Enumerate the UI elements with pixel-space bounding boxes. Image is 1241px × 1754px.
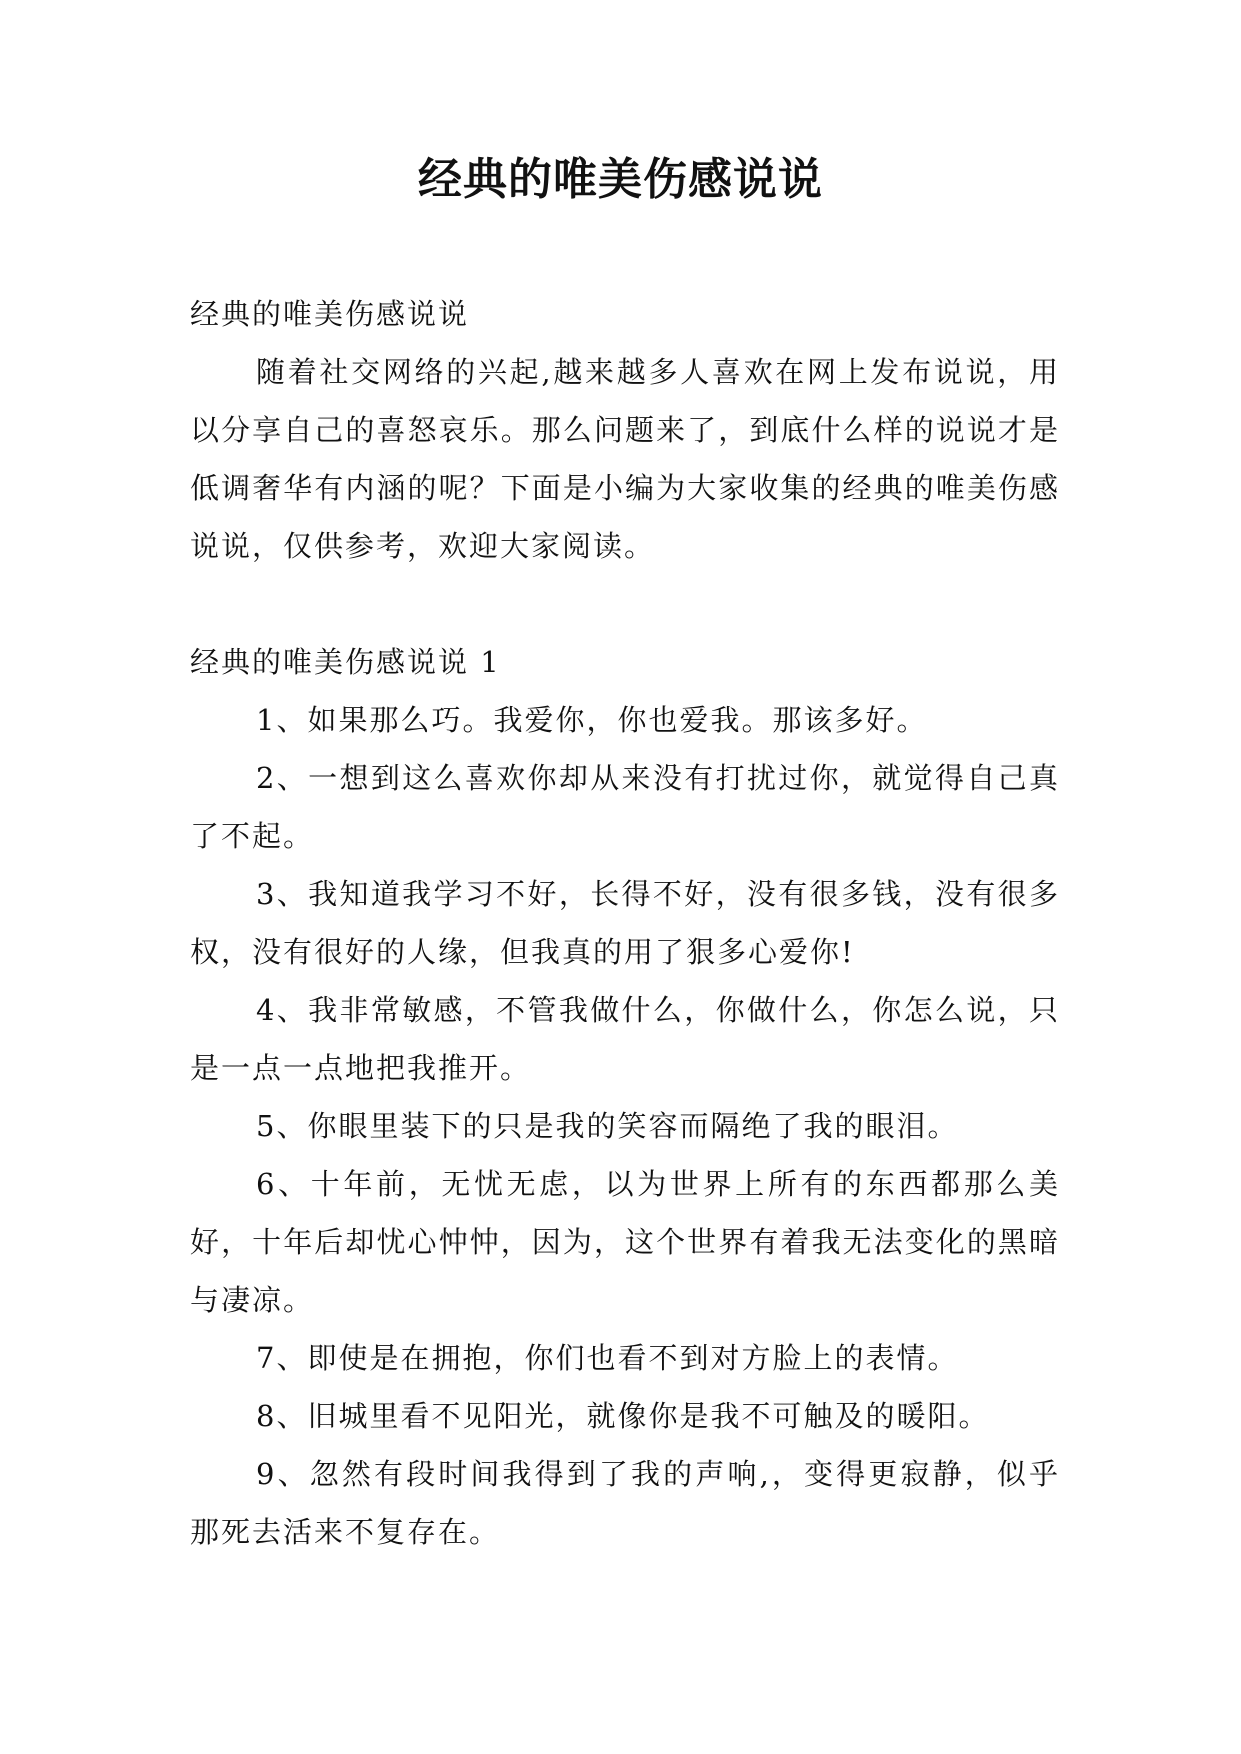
list-item: 3、我知道我学习不好，长得不好，没有很多钱，没有很多权，没有很好的人缘，但我真的用了狠多心爱你! — [190, 877, 1060, 969]
list-item: 1、如果那么巧。我爱你，你也爱我。那该多好。 — [256, 703, 928, 737]
page-title: 经典的唯美伤感说说 — [418, 154, 823, 205]
subtitle: 经典的唯美伤感说说 — [190, 297, 470, 331]
section-heading: 经典的唯美伤感说说 1 — [190, 645, 501, 679]
list-item: 2、一想到这么喜欢你却从来没有打扰过你，就觉得自己真了不起。 — [190, 761, 1060, 853]
list-item: 5、你眼里装下的只是我的笑容而隔绝了我的眼泪。 — [256, 1109, 959, 1143]
list-item: 6、十年前，无忧无虑，以为世界上所有的东西都那么美好，十年后却忧心忡忡，因为，这个世界有着我无法变化的黑暗与凄凉。 — [190, 1167, 1060, 1317]
list-item: 4、我非常敏感，不管我做什么，你做什么，你怎么说，只是一点一点地把我推开。 — [190, 993, 1060, 1085]
list-item: 9、忽然有段时间我得到了我的声响,，变得更寂静，似乎那死去活来不复存在。 — [190, 1457, 1060, 1549]
list-item: 7、即使是在拥抱，你们也看不到对方脸上的表情。 — [256, 1341, 959, 1375]
paragraph-spacer — [190, 575, 1060, 633]
intro-paragraph: 随着社交网络的兴起,越来越多人喜欢在网上发布说说，用以分享自己的喜怒哀乐。那么问题来了，到底什么样的说说才是低调奢华有内涵的呢？下面是小编为大家收集的经典的唯美伤感说说，仅供参考，欢迎大家阅读。 — [190, 355, 1060, 563]
document-body — [190, 285, 1060, 1561]
list-item: 8、旧城里看不见阳光，就像你是我不可触及的暖阳。 — [256, 1399, 990, 1433]
